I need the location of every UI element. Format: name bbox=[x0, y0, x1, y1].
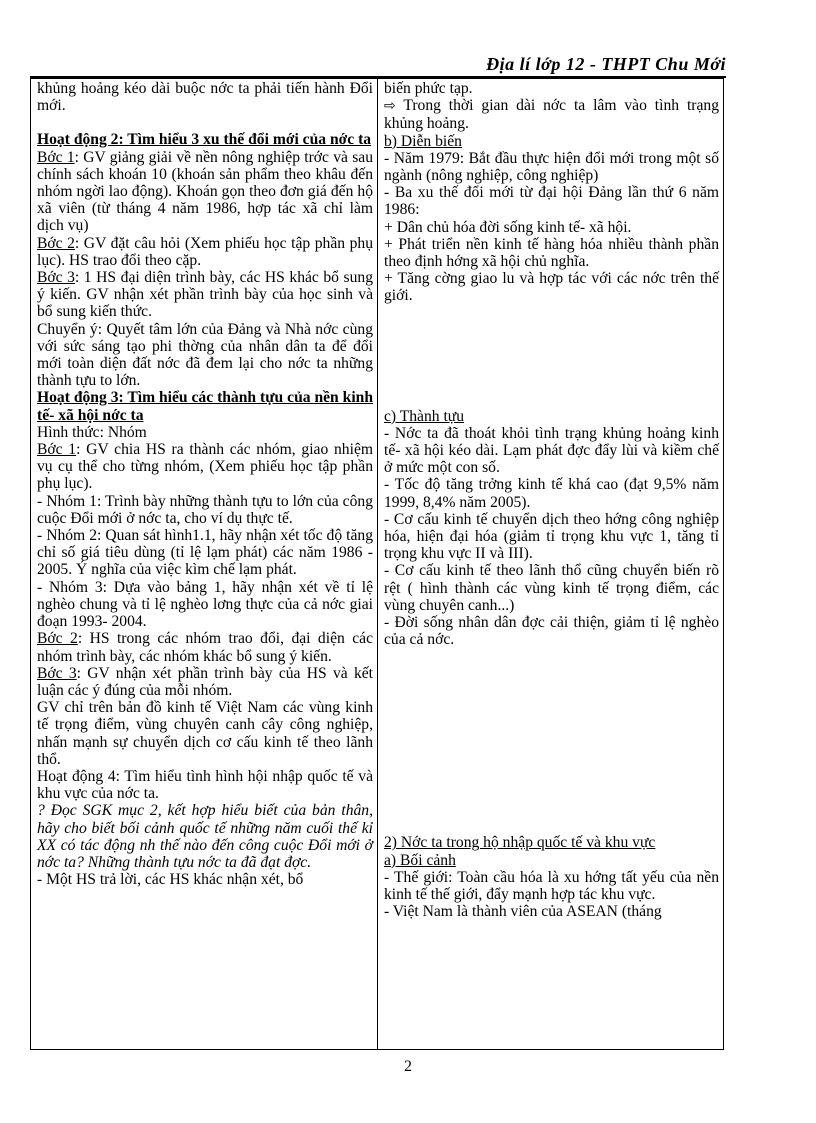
list-item: - Việt Nam là thành viên của ASEAN (tháng bbox=[384, 903, 662, 921]
page-header: Địa lí lớp 12 - THPT Chu Mới bbox=[486, 54, 726, 74]
list-item: + Tăng cờng giao lu và hợp tác với các nớc trên thế giới. bbox=[384, 270, 719, 305]
list-item: + Phát triển nền kinh tế hàng hóa nhiều thành phần theo định hớng xã hội chủ nghĩa. bbox=[384, 235, 719, 271]
format-note: Hình thức: Nhóm bbox=[37, 423, 147, 441]
step-label: Bớc 2 bbox=[37, 234, 75, 252]
step-text: : 1 HS đại diện trình bày, các HS khác bổ sung ý kiến. GV nhận xét phần trình bày của học sinh và bổ sung kiến thức. bbox=[37, 269, 373, 321]
paragraph: khủng hoảng kéo dài buộc nớc ta phải tiến hành Đổi mới. bbox=[37, 80, 373, 115]
group-1-task: - Nhóm 1: Trình bày những thành tựu to lớn của công cuộc Đổi mới ở nớc ta, cho ví dụ thực tế. bbox=[37, 492, 373, 527]
lesson-table bbox=[30, 78, 724, 1050]
group-3-task: - Nhóm 3: Dựa vào bảng 1, hãy nhận xét về tỉ lệ nghèo chung và tỉ lệ nghèo lơng thực của cả nớc giai đoạn 1993- 2004. bbox=[37, 578, 373, 631]
section-b-heading: b) Diễn biến bbox=[384, 132, 462, 150]
step-label: Bớc 3 bbox=[37, 664, 77, 682]
step-label: Bớc 1 bbox=[37, 148, 75, 166]
page-number: 2 bbox=[404, 1058, 412, 1075]
step-label: Bớc 2 bbox=[37, 630, 78, 648]
list-item: - Tốc độ tăng trởng kinh tế khá cao (đạt 9,5% năm 1999, 8,4% năm 2005). bbox=[384, 476, 719, 511]
arrow-right-icon: ⇨ bbox=[384, 98, 396, 115]
group-2-task: - Nhóm 2: Quan sát hình1.1, hãy nhận xét tốc độ tăng chỉ số giá tiêu dùng (tỉ lệ lạm phát) các năm 1986 - 2005. Ý nghĩa của việc kìm chế lạm phát. bbox=[37, 527, 373, 579]
list-item: + Dân chủ hóa đời sống kinh tế- xã hội. bbox=[384, 218, 632, 236]
list-item: - Đời sống nhân dân đợc cải thiện, giảm tỉ lệ nghèo của cả nớc. bbox=[384, 614, 719, 649]
step-label: Bớc 3 bbox=[37, 269, 75, 287]
activity-3-heading: Hoạt động 3: Tìm hiểu các thành tựu của nền kinh tế- xã hội nớc ta bbox=[37, 389, 373, 424]
conclusion-text: Trong thời gian dài nớc ta lâm vào tình trạng khủng hoảng. bbox=[384, 97, 719, 133]
step-text: : GV chia HS ra thành các nhóm, giao nhiệm vụ cụ thể cho từng nhóm, (Xem phiếu học tập phần phụ lục). bbox=[37, 441, 373, 493]
step-text: : GV giảng giải về nền nông nghiệp trớc và sau chính sách khoán 10 (khoán sản phẩm theo khâu đến nhóm ngời lao động). Khoán gọn theo đơn giá đến hộ xã viên (từ tháng 4 năm 1986, hợp tác xã chỉ làm dịch vụ) bbox=[37, 148, 373, 235]
activities-column bbox=[31, 79, 378, 1049]
teacher-note: GV chỉ trên bản đồ kinh tế Việt Nam các vùng kinh tế trọng điểm, vùng chuyên canh cây công nghiệp, nhấn mạnh sự chuyển dịch cơ cấu kinh tế theo lãnh thổ. bbox=[37, 699, 373, 768]
conclusion bbox=[384, 97, 719, 132]
question: ? Đọc SGK mục 2, kết hợp hiểu biết của bản thân, hãy cho biết bối cảnh quốc tế những năm cuối thế kỉ XX có tác động nh thế nào đến công cuộc Đổi mới ở nớc ta? Những thành tựu nớc ta đã đạt đợc. bbox=[37, 802, 373, 871]
section-2-heading: 2) Nớc ta trong hộ nhập quốc tế và khu vực bbox=[384, 834, 656, 852]
activity-2-heading: Hoạt động 2: Tìm hiểu 3 xu thế đổi mới của nớc ta bbox=[37, 131, 372, 149]
step-3 bbox=[37, 665, 373, 699]
step-3 bbox=[37, 269, 373, 321]
step-label: Bớc 1 bbox=[37, 441, 77, 459]
list-item: - Nớc ta đã thoát khỏi tình trạng khủng hoảng kinh tế- xã hội kéo dài. Lạm phát đợc đẩy lùi và kiềm chế ở mức một con số. bbox=[384, 424, 719, 477]
list-item: - Cơ cấu kinh tế chuyển dịch theo hớng công nghiệp hóa, hiện đại hóa (giảm tỉ trọng khu vực 1, tăng tỉ trọng khu vực II và III). bbox=[384, 510, 719, 563]
step-2 bbox=[37, 235, 373, 269]
section-c-heading: c) Thành tựu bbox=[384, 407, 465, 425]
step-text: : GV đặt câu hỏi (Xem phiếu học tập phần phụ lục). HS trao đổi theo cặp. bbox=[37, 234, 374, 269]
transition-note: Chuyển ý: Quyết tâm lớn của Đảng và Nhà nớc cùng với sức sáng tạo phi thờng của nhân dân ta để đổi mới toàn diện đất nớc đã đem lại cho nớc ta những thành tựu to lớn. bbox=[37, 320, 373, 390]
section-a-heading: a) Bối cảnh bbox=[384, 851, 456, 869]
step-text: : HS trong các nhóm trao đổi, đại diện các nhóm trình bày, các nhóm khác bổ sung ý kiến. bbox=[37, 630, 373, 665]
list-item: - Thế giới: Toàn cầu hóa là xu hớng tất yếu của nền kinh tế thế giới, đẩy mạnh hợp tác khu vực. bbox=[384, 868, 719, 904]
activity-4-heading: Hoạt động 4: Tìm hiểu tình hình hội nhập quốc tế và khu vực của nớc ta. bbox=[37, 767, 373, 803]
paragraph: - Một HS trả lời, các HS khác nhận xét, bổ bbox=[37, 871, 304, 889]
list-item: - Năm 1979: Bắt đầu thực hiện đổi mới trong một số ngành (nông nghiệp, công nghiệp) bbox=[384, 149, 719, 185]
paragraph: biến phức tạp. bbox=[384, 80, 473, 97]
step-1 bbox=[37, 149, 373, 235]
list-item: - Ba xu thế đổi mới từ đại hội Đảng lần thứ 6 năm 1986: bbox=[384, 184, 719, 219]
list-item: - Cơ cấu kinh tế theo lãnh thổ cũng chuyển biến rõ rệt ( hình thành các vùng kinh tế trọng điểm, các vùng chuyên canh...) bbox=[384, 562, 719, 614]
content-column bbox=[378, 79, 723, 1049]
step-text: : GV nhận xét phần trình bày của HS và kết luận các ý đúng của mỗi nhóm. bbox=[37, 664, 374, 699]
step-2 bbox=[37, 630, 373, 664]
step-1 bbox=[37, 441, 373, 493]
